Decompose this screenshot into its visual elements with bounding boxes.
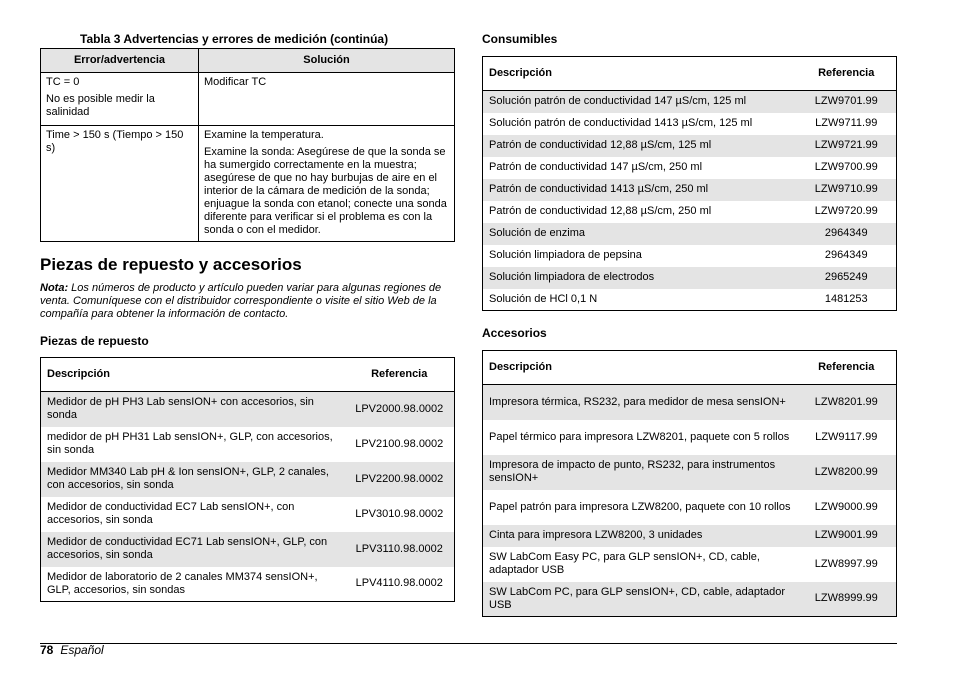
table-row: Medidor de conductividad EC7 Lab sensION+, con accesorios, sin sonda LPV3010.98.0002	[47, 501, 444, 526]
header-error: Error/advertencia	[41, 49, 199, 73]
table-row: Medidor de conductividad EC71 Lab sensION+, GLP, con accesorios, sin sonda LPV3110.98.0002	[41, 532, 455, 567]
table-row	[41, 73, 455, 126]
table-row: Solución limpiadora de pepsina 2964349	[489, 249, 868, 261]
note-text: Los números de producto y artículo pueden variar para algunas regiones de venta. Comuníquese con el distribuidor correspondiente o visite el sitio Web de la compañía para obtener la información de contacto.	[40, 282, 442, 320]
table-row: Medidor MM340 Lab pH & Ion sensION+, GLP, 2 canales, con accesorios, sin sonda LPV2200.98.0002	[41, 462, 455, 497]
solution-cell: Modificar TC	[199, 73, 455, 126]
table-row: Impresora térmica, RS232, para medidor de mesa sensION+ LZW8201.99	[483, 385, 897, 420]
header-description: Descripción	[41, 358, 345, 392]
table-row: Solución patrón de conductividad 147 µS/cm, 125 ml LZW9701.99	[483, 91, 897, 113]
header-solution: Solución	[199, 49, 455, 73]
header-reference: Referencia	[797, 351, 897, 385]
error-cell: TC = 0 No es posible medir la salinidad	[41, 73, 199, 126]
table-row: Solución patrón de conductividad 1413 µS/cm, 125 ml LZW9711.99	[489, 117, 878, 129]
table-row: Papel patrón para impresora LZW8200, paquete con 10 rollos LZW9000.99	[489, 500, 878, 513]
header-reference: Referencia	[345, 358, 455, 392]
table-row: Patrón de conductividad 1413 µS/cm, 250 ml LZW9710.99	[483, 179, 897, 201]
accessories-table	[482, 350, 897, 617]
footer-divider	[40, 643, 897, 644]
table-row	[41, 126, 455, 242]
table-row: Solución limpiadora de electrodos 2965249	[483, 267, 897, 289]
table-row: Medidor de laboratorio de 2 canales MM374 sensION+, GLP, accesorios, sin sondas LPV4110.98.0002	[47, 570, 443, 596]
consumables-table	[482, 56, 897, 311]
page-footer	[40, 642, 104, 658]
table-row: Patrón de conductividad 12,88 µS/cm, 250 ml LZW9720.99	[489, 205, 878, 217]
table-caption: Tabla 3 Advertencias y errores de medición (continúa)	[80, 32, 389, 46]
consumables-title: Consumibles	[482, 32, 558, 46]
spare-parts-table	[40, 357, 455, 602]
table-row: Papel térmico para impresora LZW8201, paquete con 5 rollos LZW9117.99	[489, 430, 878, 443]
spare-parts-title: Piezas de repuesto	[40, 334, 149, 348]
left-column	[40, 31, 455, 602]
accessories-title: Accesorios	[482, 326, 547, 340]
note-label: Nota:	[40, 282, 69, 294]
table-row: Impresora de impacto de punto, RS232, para instrumentos sensION+ LZW8200.99	[483, 455, 897, 490]
section-title: Piezas de repuesto y accesorios	[40, 255, 302, 274]
solution-cell: Examine la temperatura. Examine la sonda: Asegúrese de que la sonda se ha sumergido correctamente en la muestra; asegúrese de que no hay burbujas de aire en el interior de la cámara de medición de la sonda; enjuague la sonda con etanol; conecte una sonda diferente para verificar si el problema es con la sonda o con el medidor.	[199, 126, 455, 242]
warnings-table	[40, 48, 455, 242]
table-row: Cinta para impresora LZW8200, 3 unidades LZW9001.99	[483, 525, 897, 547]
header-description: Descripción	[483, 57, 797, 91]
page-number: 78	[40, 643, 54, 657]
table-row: Solución de enzima 2964349	[483, 223, 897, 245]
page-language: Español	[60, 643, 104, 657]
table-row: Medidor de pH PH3 Lab sensION+ con accesorios, sin sonda LPV2000.98.0002	[41, 392, 455, 427]
header-description: Descripción	[483, 351, 797, 385]
table-row: Solución de HCl 0,1 N 1481253	[489, 292, 868, 305]
table-row: Patrón de conductividad 147 µS/cm, 250 ml LZW9700.99	[489, 161, 878, 173]
error-cell: Time > 150 s (Tiempo > 150 s)	[41, 126, 199, 242]
table-row: medidor de pH PH31 Lab sensION+, GLP, con accesorios, sin sonda LPV2100.98.0002	[47, 431, 444, 456]
note	[40, 282, 455, 321]
table-row: SW LabCom Easy PC, para GLP sensION+, CD, cable, adaptador USB LZW8997.99	[489, 551, 878, 576]
table-row: Patrón de conductividad 12,88 µS/cm, 125 ml LZW9721.99	[483, 135, 897, 157]
table-row: SW LabCom PC, para GLP sensION+, CD, cable, adaptador USB LZW8999.99	[483, 582, 897, 617]
right-column	[482, 31, 897, 617]
header-reference: Referencia	[797, 57, 897, 91]
